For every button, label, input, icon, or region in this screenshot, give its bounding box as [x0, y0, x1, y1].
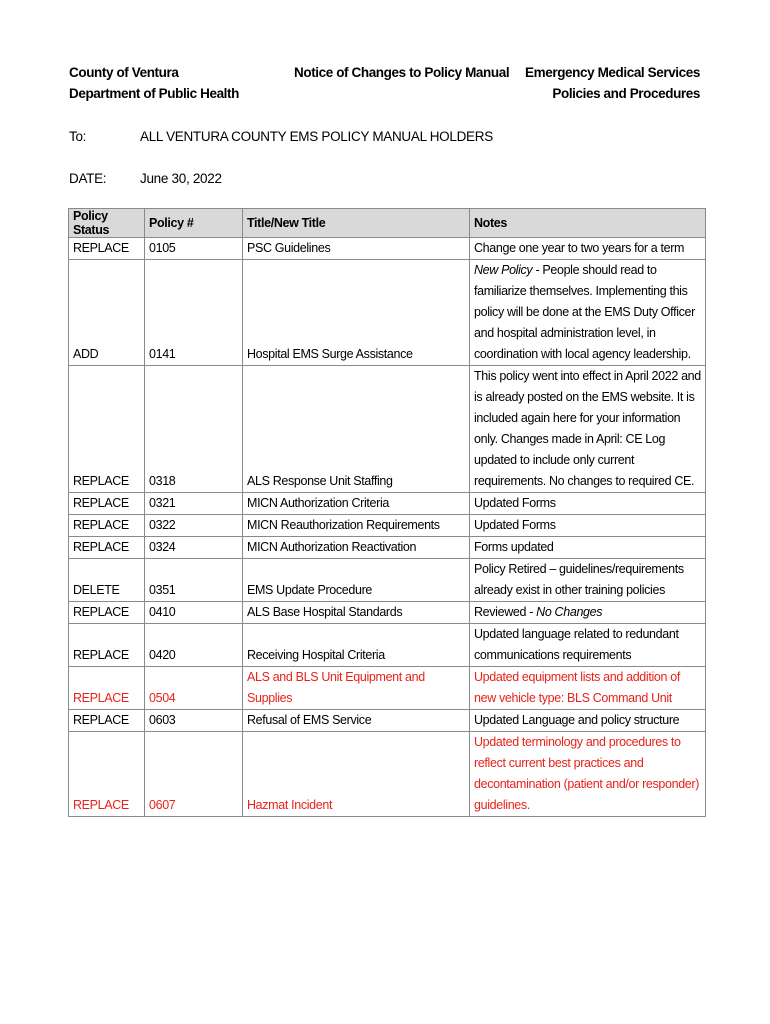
date-value: June 30, 2022 [140, 171, 222, 186]
table-row [69, 624, 706, 667]
notes-cell: Updated equipment lists and addition of new vehicle type: BLS Command Unit [470, 667, 706, 710]
notes-text: - People should read to familiarize themselves. Implementing this policy will be done at the EMS Duty Officer and hospital administration level, in coordination with local agency leadership. [474, 263, 695, 361]
title-cell: Hazmat Incident [243, 732, 470, 817]
title-cell: Hospital EMS Surge Assistance [243, 260, 470, 366]
status-cell: REPLACE [69, 710, 145, 732]
header-policies: Policies and Procedures [552, 86, 700, 101]
policy-number-cell: 0603 [145, 710, 243, 732]
notes-cell [470, 260, 706, 366]
policy-number-cell: 0504 [145, 667, 243, 710]
policy-number-cell: 0420 [145, 624, 243, 667]
title-cell: MICN Reauthorization Requirements [243, 515, 470, 537]
table-row-highlighted [69, 732, 706, 817]
status-cell: DELETE [69, 559, 145, 602]
title-cell: ALS Base Hospital Standards [243, 602, 470, 624]
policy-changes-table [68, 208, 706, 817]
policy-number-cell: 0410 [145, 602, 243, 624]
status-cell: REPLACE [69, 366, 145, 493]
policy-number-cell: 0321 [145, 493, 243, 515]
title-cell: MICN Authorization Reactivation [243, 537, 470, 559]
policy-number-cell: 0324 [145, 537, 243, 559]
header-department: Department of Public Health [69, 86, 239, 101]
status-cell: ADD [69, 260, 145, 366]
table-row [69, 602, 706, 624]
status-cell: REPLACE [69, 515, 145, 537]
notes-cell: Updated Forms [470, 493, 706, 515]
date-line [69, 170, 669, 188]
column-header-status: Policy Status [69, 209, 145, 238]
notes-cell [470, 602, 706, 624]
column-header-notes: Notes [470, 209, 706, 238]
title-cell: Receiving Hospital Criteria [243, 624, 470, 667]
notes-emphasis: New Policy [474, 263, 533, 277]
to-value: ALL VENTURA COUNTY EMS POLICY MANUAL HOLDERS [140, 129, 493, 144]
to-line [69, 128, 669, 146]
status-cell: REPLACE [69, 624, 145, 667]
status-cell: REPLACE [69, 493, 145, 515]
document-title: Notice of Changes to Policy Manual [294, 65, 510, 80]
title-cell: MICN Authorization Criteria [243, 493, 470, 515]
policy-number-cell: 0322 [145, 515, 243, 537]
header-organization [69, 62, 239, 104]
table-row [69, 260, 706, 366]
column-header-title: Title/New Title [243, 209, 470, 238]
title-cell: PSC Guidelines [243, 238, 470, 260]
header-section [525, 62, 700, 104]
notes-cell: Updated language related to redundant communications requirements [470, 624, 706, 667]
policy-number-cell: 0318 [145, 366, 243, 493]
title-cell: ALS Response Unit Staffing [243, 366, 470, 493]
header-county: County of Ventura [69, 65, 179, 80]
notes-cell: Updated Forms [470, 515, 706, 537]
policy-number-cell: 0351 [145, 559, 243, 602]
status-cell: REPLACE [69, 602, 145, 624]
notes-cell: Forms updated [470, 537, 706, 559]
to-label: To: [69, 129, 87, 144]
table-row [69, 493, 706, 515]
notes-cell: Updated terminology and procedures to reflect current best practices and decontamination (patient and/or responder) guidelines. [470, 732, 706, 817]
table-row [69, 238, 706, 260]
status-cell: REPLACE [69, 537, 145, 559]
status-cell: REPLACE [69, 238, 145, 260]
policy-number-cell: 0141 [145, 260, 243, 366]
notes-cell: Policy Retired – guidelines/requirements already exist in other training policies [470, 559, 706, 602]
title-cell: Refusal of EMS Service [243, 710, 470, 732]
table-header-row [69, 209, 706, 238]
notes-cell: Updated Language and policy structure [470, 710, 706, 732]
title-cell: ALS and BLS Unit Equipment and Supplies [243, 667, 470, 710]
table-row [69, 559, 706, 602]
status-cell: REPLACE [69, 667, 145, 710]
notes-emphasis: No Changes [536, 605, 603, 619]
title-cell: EMS Update Procedure [243, 559, 470, 602]
date-label: DATE: [69, 171, 107, 186]
header-ems: Emergency Medical Services [525, 65, 700, 80]
table-row [69, 537, 706, 559]
policy-number-cell: 0607 [145, 732, 243, 817]
notes-text: Reviewed - [474, 605, 537, 619]
column-header-policy: Policy # [145, 209, 243, 238]
notes-cell: Change one year to two years for a term [470, 238, 706, 260]
notes-cell: This policy went into effect in April 2022 and is already posted on the EMS website. It is included again here for your information only. Changes made in April: CE Log updated to include only current requirements. No changes to required CE. [470, 366, 706, 493]
table-row [69, 710, 706, 732]
table-row-highlighted [69, 667, 706, 710]
policy-number-cell: 0105 [145, 238, 243, 260]
status-cell: REPLACE [69, 732, 145, 817]
table-row [69, 515, 706, 537]
table-row [69, 366, 706, 493]
